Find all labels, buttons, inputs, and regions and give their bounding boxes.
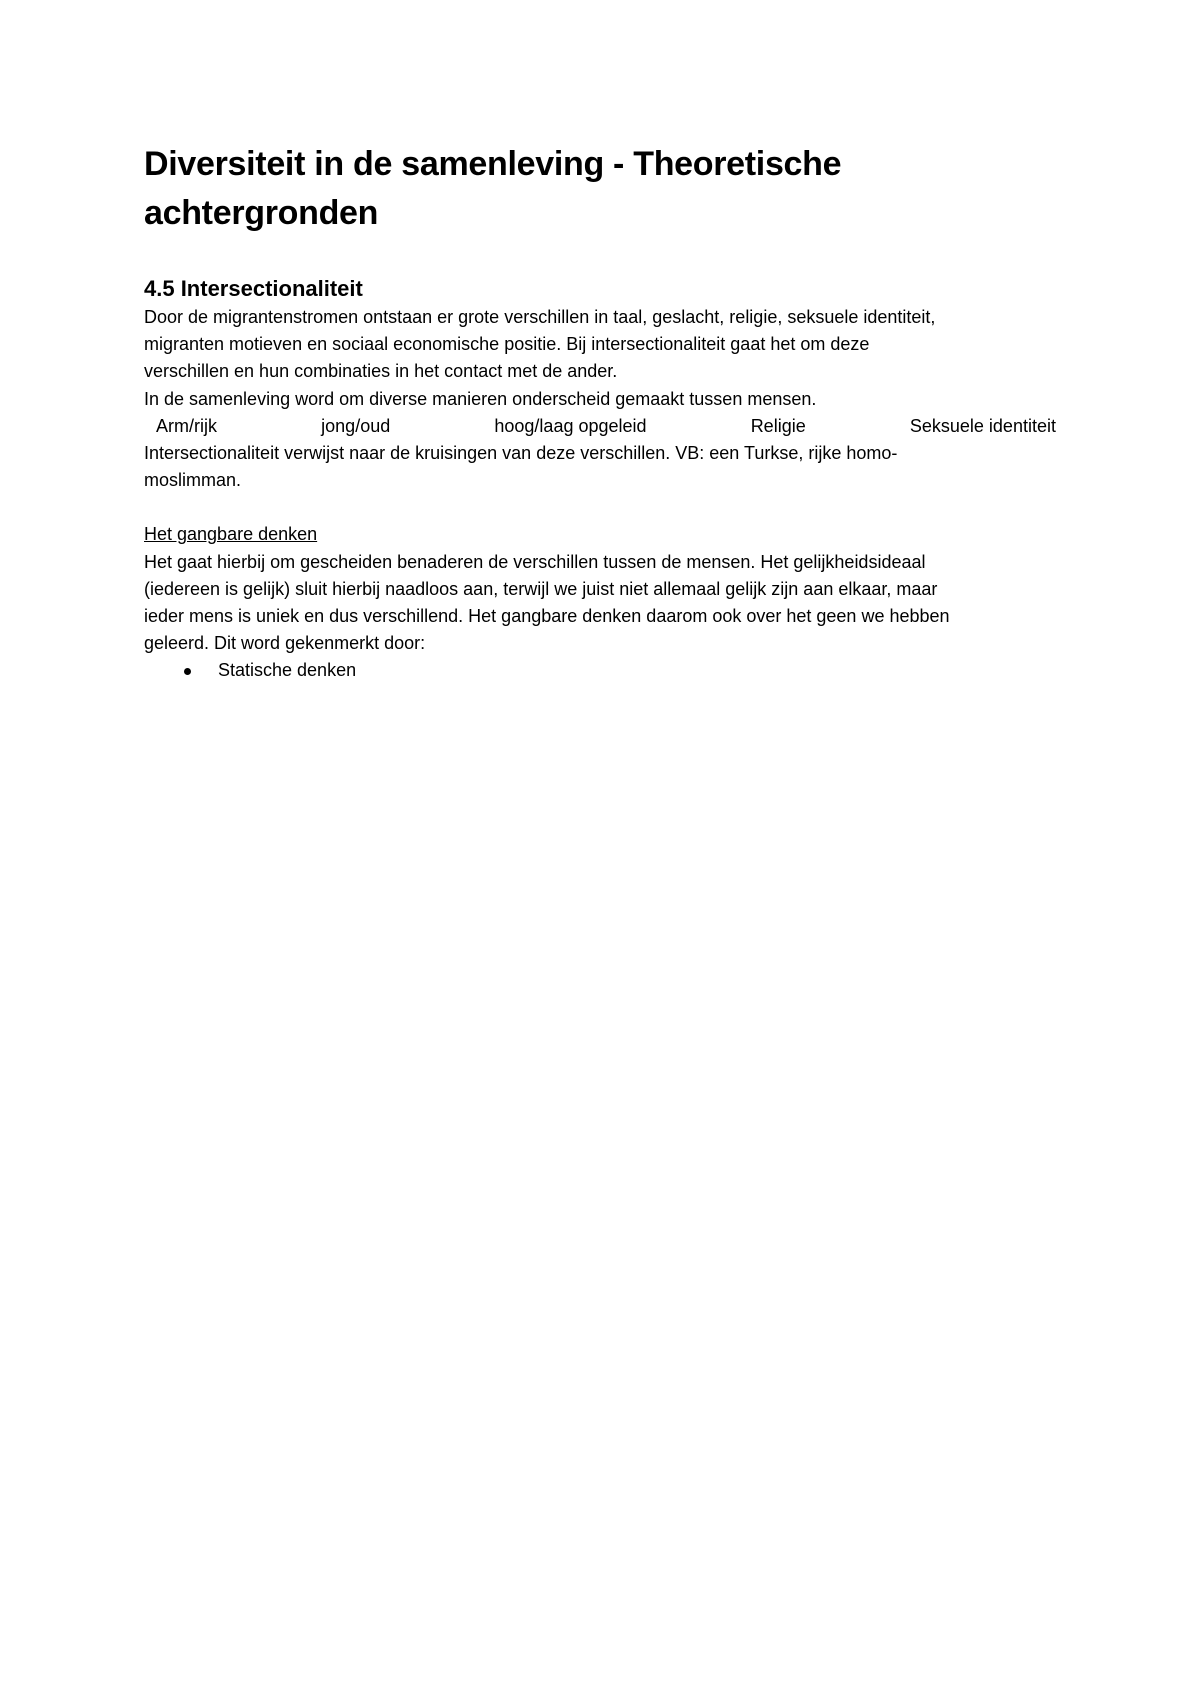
category-item: Religie <box>750 415 806 436</box>
paragraph-line: verschillen en hun combinaties in het contact met de ander. <box>144 361 618 382</box>
paragraph-line: (iedereen is gelijk) sluit hierbij naadloos aan, terwijl we juist niet allemaal gelijk zijn aan elkaar, maar <box>144 578 938 599</box>
paragraph-line: moslimman. <box>144 470 242 491</box>
paragraph-line: ieder mens is uniek en dus verschillend. Het gangbare denken daarom ook over het geen we hebben <box>144 606 950 627</box>
category-item: jong/oud <box>321 415 391 436</box>
paragraph-line: Intersectionaliteit verwijst naar de kruisingen van deze verschillen. VB: een Turkse, rijke homo- <box>144 443 898 464</box>
paragraph-line: geleerd. Dit word gekenmerkt door: <box>144 633 426 654</box>
bullet-icon <box>184 668 191 675</box>
bullet-text: Statische denken <box>218 660 357 681</box>
section-paragraph-3 <box>144 440 1056 494</box>
subsection-heading: Het gangbare denken <box>144 524 318 545</box>
paragraph-line: migranten motieven en sociaal economische positie. Bij intersectionaliteit gaat het om deze <box>144 334 870 355</box>
paragraph-line: Het gaat hierbij om gescheiden benaderen de verschillen tussen de mensen. Het gelijkheidsideaal <box>144 551 926 572</box>
subsection-paragraph <box>144 549 1056 658</box>
section-paragraph-1 <box>144 304 1056 386</box>
paragraph-line: Door de migrantenstromen ontstaan er grote verschillen in taal, geslacht, religie, seksuele identiteit, <box>144 307 936 327</box>
category-item: hoog/laag opgeleid <box>494 415 647 436</box>
section-paragraph-2: In de samenleving word om diverse manieren onderscheid gemaakt tussen mensen. <box>144 388 817 409</box>
document-content <box>144 140 1056 685</box>
category-item: Seksuele identiteit <box>909 415 1056 436</box>
category-list <box>144 413 1056 440</box>
bullet-list <box>144 657 1056 684</box>
document-title-line-2: achtergronden <box>144 194 379 232</box>
category-item: Arm/rijk <box>156 415 217 436</box>
section-heading: 4.5 Intersectionaliteit <box>144 276 363 301</box>
blank-line <box>144 494 1056 521</box>
document-title <box>144 140 1056 238</box>
document-title-line-1: Diversiteit in de samenleving - Theoretische <box>144 145 842 183</box>
bullet-list-item <box>144 657 1056 684</box>
